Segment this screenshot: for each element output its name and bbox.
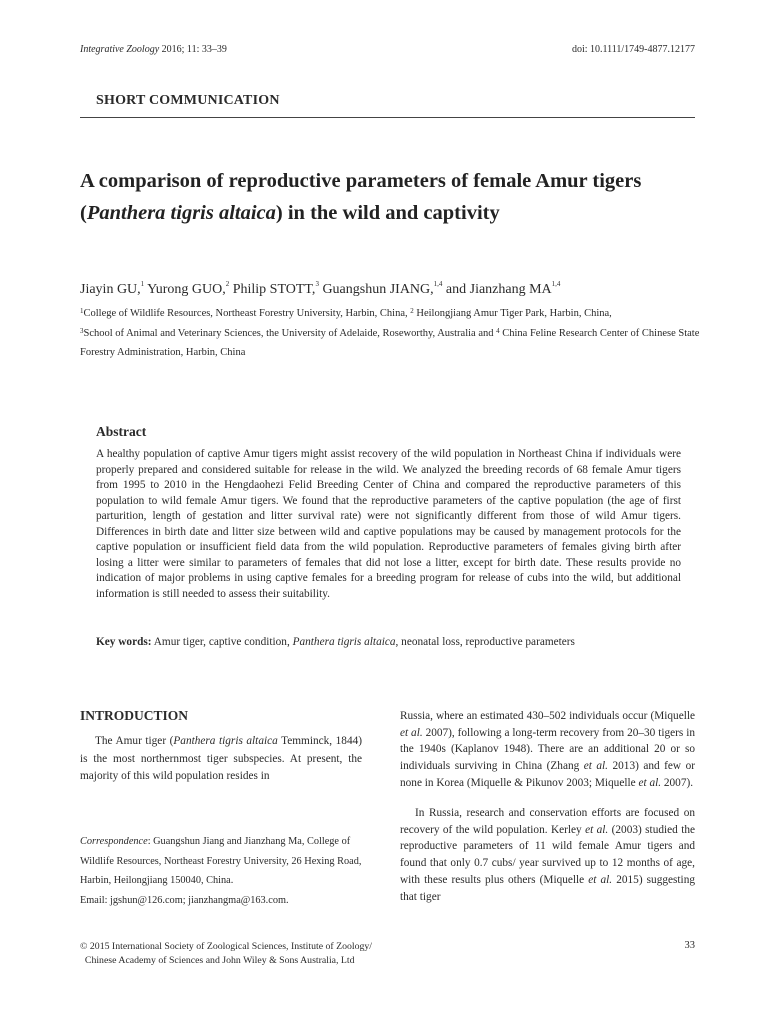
title-text-1: A comparison of reproductive parameters of female Amur tigers ( [80,170,642,224]
affil-sup: 4 [496,326,500,335]
author-affil-sup: 1,4 [551,280,561,288]
keywords-species: Panthera tigris altaica [292,636,396,648]
column2-paragraph-2 [400,805,695,905]
copyright-line-1: © 2015 International Society of Zoological Sciences, Institute of Zoology/ [80,941,373,952]
keywords-label: Key words: [96,636,152,648]
intro-text-2: Temminck, 1844) is the most northernmost tiger subspecies. At present, the majority of this wild population resides in [80,735,362,782]
affiliation-3: School of Animal and Veterinary Sciences, the University of Adelaide, Roseworthy, Australia and [83,327,497,339]
author-affil-sup: 1 [140,280,145,288]
header-divider [80,117,695,118]
keywords-text-1: Amur tiger, captive condition, [151,636,293,648]
et-al: et al. [400,726,423,739]
et-al: et al. [585,823,609,836]
author-affil-sup: 3 [315,280,319,288]
col2-text: (2003) studied the reproductive parameters of 11 wild female Amur tigers and found that only 0.7 cubs/ year survived up to 12 months of age, with these results plus others (Miquelle [400,823,695,886]
keywords-text-2: , neonatal loss, reproductive parameters [395,636,575,648]
running-header-citation [80,44,227,55]
affil-sup: 2 [410,307,414,315]
page-number: 33 [684,940,695,951]
col2-text: In Russia, research and conservation efforts are focused on recovery of the wild population. Kerley [400,807,695,836]
affil-sup: 3 [80,326,84,335]
journal-citation: 2016; 11: 33–39 [159,44,227,55]
et-al: et al. [638,776,662,789]
author-affil-sup: 1,4 [433,280,443,288]
col2-text: 2013) and few or none in Korea (Miquelle & Pikunov 2003; Miquelle [400,760,695,789]
affiliations [80,304,700,363]
abstract-heading: Abstract [96,424,147,439]
author-name: Yurong GUO, [144,282,226,297]
introduction-heading: INTRODUCTION [80,708,189,723]
journal-name: Integrative Zoology [80,44,160,55]
intro-species: Panthera tigris altaica [173,735,278,747]
title-species: Panthera tigris altaica [86,202,276,224]
copyright-footer [80,940,420,968]
correspondence-note [80,832,370,910]
col2-text: Russia, where an estimated 430–502 individuals occur (Miquelle [400,710,695,722]
doi[interactable]: doi: 10.1111/1749-4877.12177 [571,44,695,55]
copyright-line-2: Chinese Academy of Sciences and John Wiley & Sons Australia, Ltd [84,955,355,966]
keywords [96,636,686,648]
author-name: and Jianzhang MA [442,282,552,297]
introduction-paragraph [80,733,362,786]
affiliation-2: Heilongjiang Amur Tiger Park, Harbin, China, [413,308,612,319]
abstract-body: A healthy population of captive Amur tigers might assist recovery of the wild population in Northeast China if individuals were properly prepared and considered suitable for release in the wild. We analyzed the breeding records of 68 female Amur tigers from 1995 to 2010 in the Hengdaohezi Felid Breeding Center of China and compared the reproductive parameters of this population to wild female Amur tigers. We found that the reproductive parameters of the captive population (the age of first parturition, length of gestation and litter survival rate) were not significantly different from those of wild Amur tigers. Differences in birth date and litter size between wild and captive populations may be caused by management protocols for the captive population or insufficient field data from the wild population. Reproductive parameters of females giving birth after losing a litter were similar to parameters of females that did not lose a litter, except for birth date. These results provide no indication of major problems in using captive females for a breeding program for release of cubs into the wild, but additional information is still needed to assess their suitability. [96,448,681,600]
author-affil-sup: 2 [225,280,230,288]
col2-text: 2007). [661,776,694,789]
title-text-2: ) in the wild and captivity [275,202,500,224]
article-type-label: SHORT COMMUNICATION [96,93,280,108]
affiliation-4: China Feline Research Center of Chinese State Forestry Administration, Harbin, China [80,327,700,358]
correspondence-email[interactable]: Email: jgshun@126.com; jianzhangma@163.com. [80,894,289,906]
correspondence-text: : Guangshun Jiang and Jianzhang Ma, College of Wildlife Resources, Northeast Forestry University, 26 Hexing Road, Harbin, Heilongjiang 150040, China. [80,836,362,886]
et-al: et al. [588,873,613,886]
author-name: Guangshun JIANG, [318,282,434,297]
et-al: et al. [583,760,609,773]
col2-text: 2007), following a long-term recovery from 20–30 tigers in the 1940s (Kaplanov 1948). There are an additional 20 or so individuals surviving in China (Zhang [400,726,695,773]
author-list [80,282,700,298]
affil-sup: 1 [80,307,84,315]
column2-paragraph-1 [400,708,695,792]
affiliation-1: College of Wildlife Resources, Northeast Forestry University, Harbin, China, [83,308,411,319]
article-title [80,165,700,229]
author-name: Philip STOTT, [229,282,316,297]
col2-text: 2015) suggesting that tiger [400,873,695,903]
intro-text-1: The Amur tiger ( [95,735,174,747]
author-name: Jiayin GU, [80,282,141,297]
correspondence-label: Correspondence [80,836,148,847]
